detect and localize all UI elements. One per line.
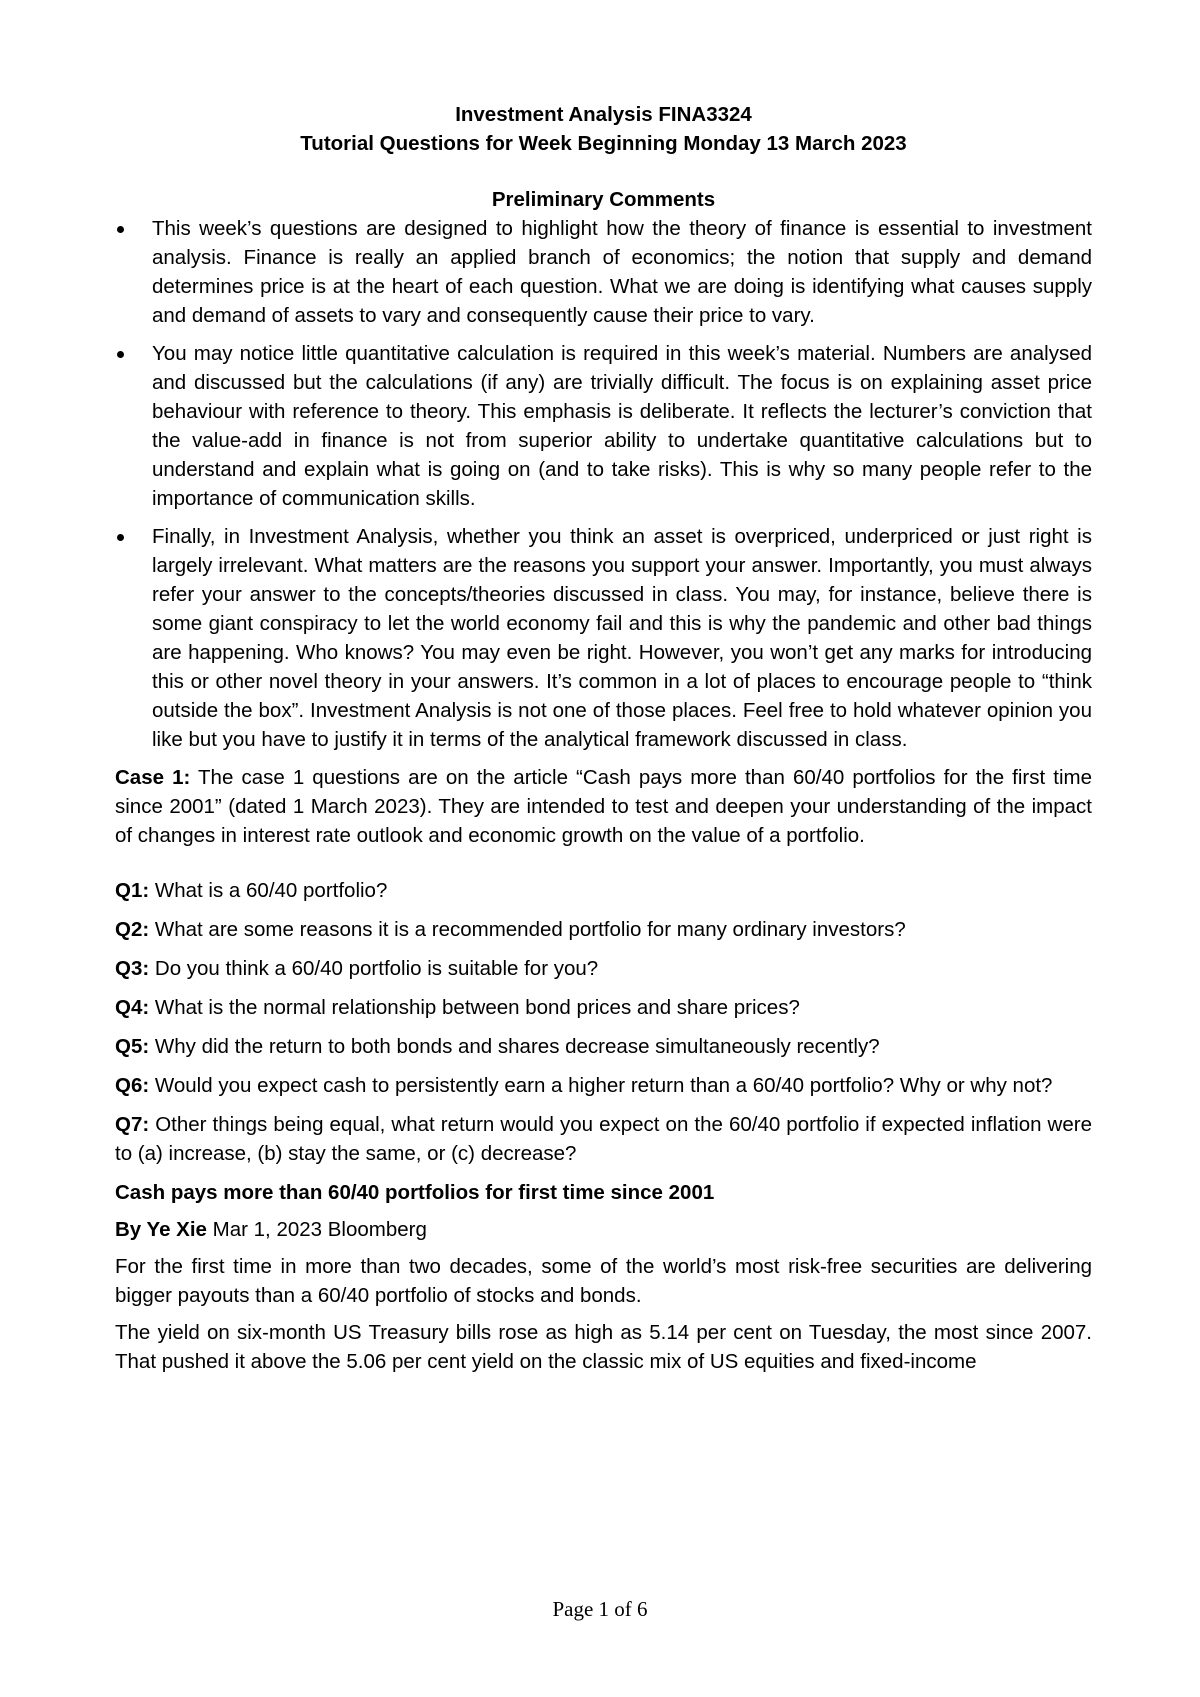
question-label: Q6:	[115, 1074, 150, 1097]
question-label: Q4:	[115, 996, 150, 1019]
bullet-icon	[117, 351, 124, 358]
article-date-source: Mar 1, 2023 Bloomberg	[206, 1218, 427, 1241]
question-text: Other things being equal, what return would you expect on the 60/40 portfolio if expected inflation were to (a) increase, (b) stay the same, or (c) decrease?	[115, 1113, 1092, 1165]
question-label: Q7:	[115, 1113, 150, 1136]
question-7	[115, 1110, 1092, 1168]
question-label: Q3:	[115, 957, 150, 980]
question-label: Q5:	[115, 1035, 150, 1058]
bullet-text: You may notice little quantitative calculation is required in this week’s material. Numbers are analysed and discussed but the calculations (if any) are trivially difficult. The focus is on explaining asset price behaviour with reference to theory. This emphasis is deliberate. It reflects the lecturer’s conviction that the value-add in finance is not from superior ability to undertake quantitative calculations but to understand and explain what is going on (and to take risks). This is why so many people refer to the importance of communication skills.	[152, 342, 1092, 510]
preliminary-heading: Preliminary Comments	[491, 188, 716, 211]
question-label: Q1:	[115, 879, 150, 902]
question-1	[115, 876, 1092, 905]
question-text: Why did the return to both bonds and shares decrease simultaneously recently?	[149, 1035, 880, 1058]
question-text: Do you think a 60/40 portfolio is suitable for you?	[149, 957, 599, 980]
preliminary-bullet	[115, 214, 1092, 330]
case-1-intro	[115, 763, 1092, 850]
bullet-icon	[117, 534, 124, 541]
question-label: Q2:	[115, 918, 150, 941]
article-byline	[115, 1215, 1092, 1244]
article-author: By Ye Xie	[115, 1218, 207, 1241]
question-text: What are some reasons it is a recommended portfolio for many ordinary investors?	[149, 918, 906, 941]
article-paragraph: The yield on six-month US Treasury bills rose as high as 5.14 per cent on Tuesday, the most since 2007. That pushed it above the 5.06 per cent yield on the classic mix of US equities and fixed-income	[115, 1321, 1092, 1373]
bullet-text: This week’s questions are designed to highlight how the theory of finance is essential to investment analysis. Finance is really an applied branch of economics; the notion that supply and demand determines price is at the heart of each question. What we are doing is identifying what causes supply and demand of assets to vary and consequently cause their price to vary.	[152, 217, 1092, 327]
bullet-text: Finally, in Investment Analysis, whether you think an asset is overpriced, underpriced or just right is largely irrelevant. What matters are the reasons you support your answer. Importantly, you must always refer your answer to the concepts/theories discussed in class. You may, for instance, believe there is some giant conspiracy to let the world economy fail and this is why the pandemic and other bad things are happening. Who knows? You may even be right. However, you won’t get any marks for introducing this or other novel theory in your answers. It’s common in a lot of places to encourage people to “think outside the box”. Investment Analysis is not one of those places. Feel free to hold whatever opinion you like but you have to justify it in terms of the analytical framework discussed in class.	[152, 525, 1092, 751]
question-list	[115, 876, 1092, 1168]
question-5	[115, 1032, 1092, 1061]
case-1-label: Case 1:	[115, 766, 191, 789]
question-text: Would you expect cash to persistently earn a higher return than a 60/40 portfolio? Why or why not?	[149, 1074, 1053, 1097]
tutorial-subtitle: Tutorial Questions for Week Beginning Monday 13 March 2023	[300, 132, 907, 155]
course-title: Investment Analysis FINA3324	[455, 103, 752, 126]
bullet-icon	[117, 226, 124, 233]
question-2	[115, 915, 1092, 944]
page-content	[115, 100, 1092, 1376]
preliminary-bullet	[115, 522, 1092, 754]
case-1-text: The case 1 questions are on the article “Cash pays more than 60/40 portfolios for the first time since 2001” (dated 1 March 2023). They are intended to test and deepen your understanding of the impact of changes in interest rate outlook and economic growth on the value of a portfolio.	[115, 766, 1092, 847]
article	[115, 1178, 1092, 1376]
question-4	[115, 993, 1092, 1022]
question-text: What is a 60/40 portfolio?	[149, 879, 388, 902]
preliminary-bullet	[115, 339, 1092, 513]
article-paragraph: For the first time in more than two decades, some of the world’s most risk-free securities are delivering bigger payouts than a 60/40 portfolio of stocks and bonds.	[115, 1255, 1092, 1307]
preliminary-bullet-list	[115, 214, 1092, 754]
question-6	[115, 1071, 1092, 1100]
question-text: What is the normal relationship between bond prices and share prices?	[149, 996, 800, 1019]
article-title: Cash pays more than 60/40 portfolios for first time since 2001	[115, 1181, 715, 1204]
page-number: Page 1 of 6	[552, 1597, 648, 1621]
question-3	[115, 954, 1092, 983]
